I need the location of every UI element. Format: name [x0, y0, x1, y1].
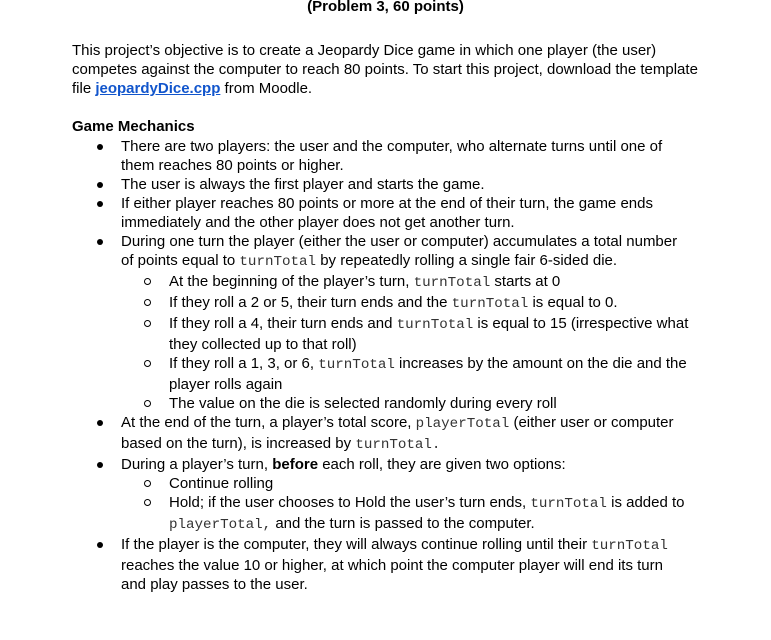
list-item-text: reaches the value 10 or higher, at which point the computer player will end its turn and play passes to the user.: [121, 557, 663, 593]
code-turntotal: turnTotal: [530, 496, 607, 512]
sub-item-text: increases by the amount on the die and the player rolls again: [169, 355, 687, 393]
bullet-icon: [97, 144, 103, 150]
code-turntotal: turnTotal: [451, 296, 529, 312]
list-item: [0, 137, 691, 175]
problem-heading: (Problem 3, 60 points): [307, 0, 464, 15]
bullet-icon: [97, 182, 103, 188]
circle-bullet-icon: [144, 499, 151, 506]
circle-bullet-icon: [144, 480, 151, 487]
sub-item-text: starts at 0: [490, 273, 561, 290]
sub-list-item: [0, 474, 692, 493]
list-item-text: by repeatedly rolling a single fair 6-sided die.: [316, 252, 618, 269]
code-turntotal: turnTotal: [239, 254, 317, 270]
mechanics-list: [0, 137, 771, 594]
code-turntotal: turnTotal: [396, 317, 474, 333]
list-item: [0, 535, 691, 594]
sub-list-item: [0, 314, 692, 354]
sub-list-item: [0, 272, 692, 293]
circle-bullet-icon: [144, 278, 151, 285]
template-file-link[interactable]: jeopardyDice.cpp: [95, 80, 221, 97]
code-playertotal: playerTotal,: [169, 517, 272, 533]
list-item-text: The user is always the first player and starts the game.: [121, 176, 485, 193]
list-item-text: During one turn the player (either the user or computer) accumulates a total number of points equal to: [121, 233, 678, 269]
sub-list-item: [0, 493, 692, 535]
sub-item-text: Hold; if the user chooses to Hold the user’s turn ends,: [169, 494, 531, 511]
sub-list-item: [0, 354, 692, 394]
code-turntotal: turnTotal: [318, 357, 395, 373]
circle-bullet-icon: [144, 400, 151, 407]
intro-paragraph: [72, 41, 712, 98]
circle-bullet-icon: [144, 299, 151, 306]
sub-item-text: The value on the die is selected randomly during every roll: [169, 395, 557, 412]
code-playertotal: playerTotal: [415, 416, 510, 432]
bullet-icon: [97, 462, 103, 468]
list-item-text: If the player is the computer, they will always continue rolling until their: [121, 536, 592, 553]
list-item-text: (either user or computer based on the turn), is increased by: [121, 414, 674, 452]
list-item: [0, 175, 691, 194]
sub-list-item: [0, 293, 692, 314]
emphasis-before: before: [272, 456, 319, 473]
sub-item-text: If they roll a 4, their turn ends and: [169, 315, 397, 332]
sub-item-text: and the turn is passed to the computer.: [271, 515, 535, 532]
sub-item-text: is equal to 0.: [528, 294, 618, 311]
sub-item-text: is equal to 15 (irrespective what they collected up to that roll): [169, 315, 689, 353]
circle-bullet-icon: [144, 360, 151, 367]
sub-list: [121, 272, 691, 413]
list-item-text: During a player’s turn,: [121, 456, 273, 473]
code-turntotal: turnTotal: [413, 275, 491, 291]
sub-list: [121, 474, 691, 535]
list-item-text: If either player reaches 80 points or more at the end of their turn, the game ends immediately and the other player does not get another turn.: [121, 195, 653, 231]
list-item: [0, 194, 691, 232]
list-item-text: There are two players: the user and the computer, who alternate turns until one of them reaches 80 points or higher.: [121, 138, 663, 174]
code-turntotal: turnTotal.: [355, 437, 441, 453]
sub-item-text: If they roll a 2 or 5, their turn ends and the: [169, 294, 452, 311]
bullet-icon: [97, 239, 103, 245]
code-turntotal: turnTotal: [591, 538, 668, 554]
list-item: [0, 232, 691, 413]
sub-item-text: Continue rolling: [169, 475, 274, 492]
sub-list-item: [0, 394, 692, 413]
list-item: [0, 413, 691, 455]
list-item: [0, 455, 691, 535]
bullet-icon: [97, 201, 103, 207]
bullet-icon: [97, 420, 103, 426]
intro-text: This project’s objective is to create a Jeopardy Dice game in which one player (the user) competes against the computer to reach 80 points. To start this project, download the template file: [72, 42, 698, 97]
section-title: Game Mechanics: [72, 118, 195, 135]
list-item-text: At the end of the turn, a player’s total score,: [121, 414, 416, 431]
intro-text-end: from Moodle.: [220, 80, 313, 97]
bullet-icon: [97, 542, 103, 548]
sub-item-text: At the beginning of the player’s turn,: [169, 273, 414, 290]
circle-bullet-icon: [144, 320, 151, 327]
sub-item-text: If they roll a 1, 3, or 6,: [169, 355, 319, 372]
sub-item-text: is added to: [606, 494, 685, 511]
list-item-text: each roll, they are given two options:: [318, 456, 566, 473]
